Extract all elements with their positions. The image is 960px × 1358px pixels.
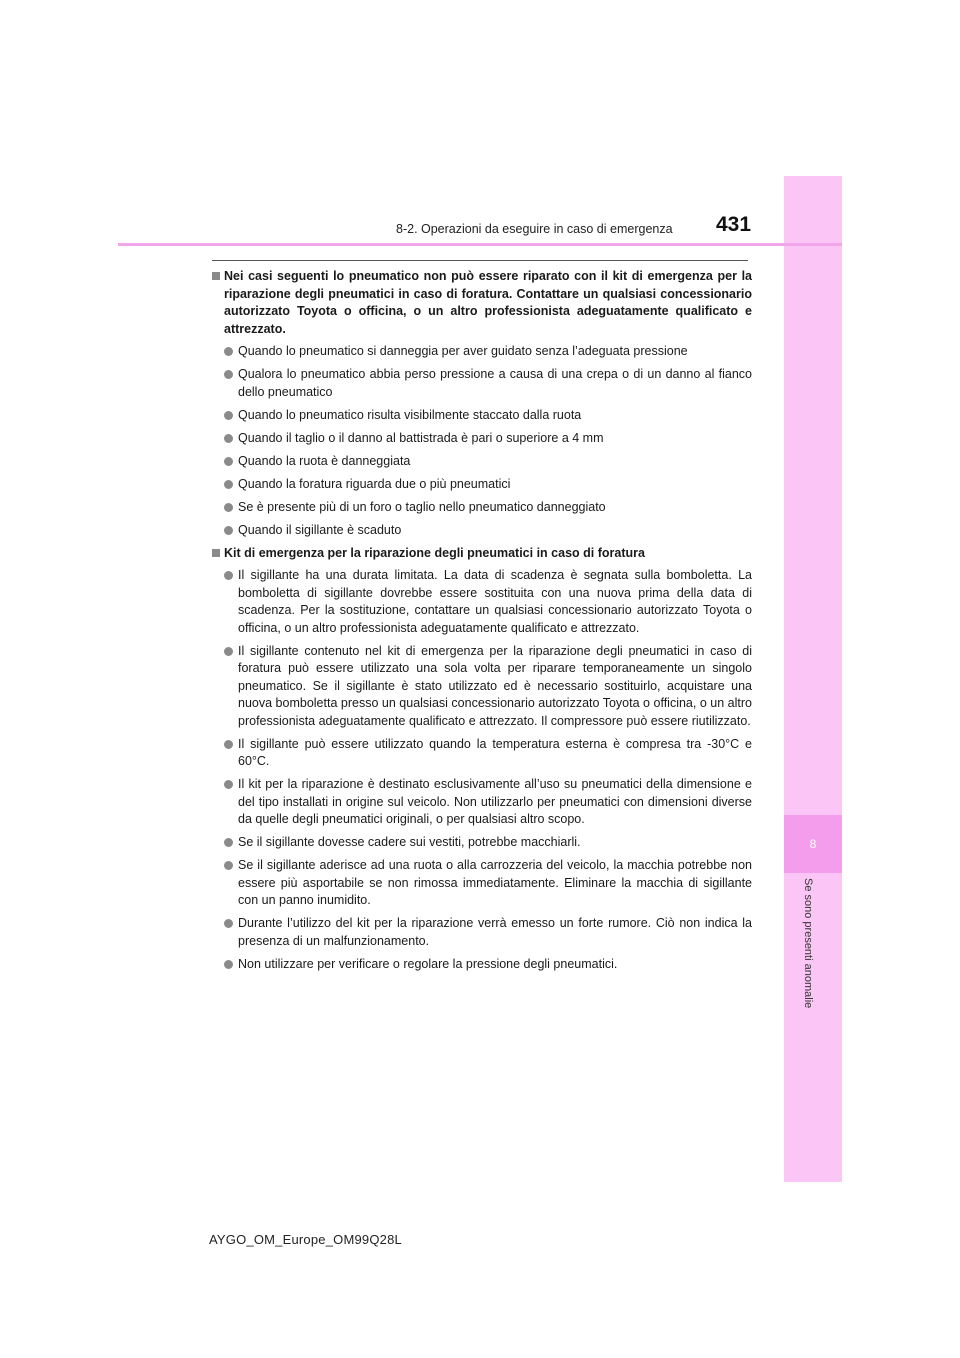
chapter-tab[interactable] <box>784 815 842 873</box>
list-item <box>212 522 752 540</box>
list-item-text: Qualora lo pneumatico abbia perso pressione a causa di una crepa o di un danno al fianco dello pneumatico <box>238 367 752 399</box>
square-bullet-icon <box>212 272 220 280</box>
list-item <box>212 407 752 425</box>
list-item-text: Quando lo pneumatico risulta visibilmente staccato dalla ruota <box>238 407 582 422</box>
document-code: AYGO_OM_Europe_OM99Q28L <box>209 1232 402 1247</box>
circle-bullet-icon <box>224 780 233 789</box>
list-item <box>212 453 752 471</box>
list-item <box>212 343 752 361</box>
chapter-label: Se sono presenti anomalie <box>802 878 814 1009</box>
list-item-text: Il sigillante contenuto nel kit di emergenza per la riparazione degli pneumatici in caso di foratura può essere utilizzato una sola volta per riparare temporaneamente un singolo pneumatico. Se il sigillante è stato utilizzato ed è necessario sostituirlo, acquistare una nuova bomboletta presso un qualsiasi concessionario autorizzato Toyota o officina, o un altro professionista adeguatamente qualificato e attrezzato. Il compressore può essere riutilizzato. <box>238 643 752 728</box>
list-item-text: Quando la foratura riguarda due o più pneumatici <box>238 476 511 491</box>
list-item-text: Quando la ruota è danneggiata <box>238 453 411 468</box>
list-item <box>212 834 752 852</box>
circle-bullet-icon <box>224 370 233 379</box>
header-rule <box>118 243 842 246</box>
list-item-text: Durante l’utilizzo del kit per la riparazione verrà emesso un forte rumore. Ciò non indica la presenza di un malfunzionamento. <box>238 916 752 948</box>
circle-bullet-icon <box>224 647 233 656</box>
chapter-number: 8 <box>809 837 817 851</box>
circle-bullet-icon <box>224 347 233 356</box>
section-heading <box>212 268 752 338</box>
list-item-text: Quando lo pneumatico si danneggia per aver guidato senza l’adeguata pressione <box>238 344 688 358</box>
section-heading-text: Kit di emergenza per la riparazione degli pneumatici in caso di foratura <box>224 545 645 560</box>
circle-bullet-icon <box>224 571 233 580</box>
list-item-text: Il kit per la riparazione è destinato esclusivamente all’uso su pneumatici della dimensione e del tipo installati in origine sul veicolo. Non utilizzarlo per pneumatici con dimensioni diverse da quelle degli pneumatici originali, o per qualsiasi altro scopo. <box>238 777 752 826</box>
section-heading-text: Nei casi seguenti lo pneumatico non può essere riparato con il kit di emergenza per la riparazione degli pneumatici in caso di foratura. Contattare un qualsiasi concessionario autorizzato Toyota o officina, o un altro professionista adeguatamente qualificato e attrezzato. <box>224 269 752 336</box>
section-heading <box>212 545 752 563</box>
list-item <box>212 643 752 731</box>
list-item-text: Non utilizzare per verificare o regolare la pressione degli pneumatici. <box>238 956 618 971</box>
circle-bullet-icon <box>224 526 233 535</box>
list-item <box>212 366 752 401</box>
circle-bullet-icon <box>224 740 233 749</box>
list-item <box>212 430 752 448</box>
list-item <box>212 956 752 974</box>
list-item-text: Il sigillante può essere utilizzato quando la temperatura esterna è compresa tra -30°C e 60°C. <box>238 736 752 768</box>
chapter-label-wrap <box>800 878 814 1038</box>
list-item <box>212 857 752 910</box>
circle-bullet-icon <box>224 919 233 928</box>
list-item-text: Quando il taglio o il danno al battistrada è pari o superiore a 4 mm <box>238 430 604 445</box>
section-title: 8-2. Operazioni da eseguire in caso di emergenza <box>396 222 673 236</box>
list-item <box>212 736 752 771</box>
list-item <box>212 499 752 517</box>
list-item-text: Quando il sigillante è scaduto <box>238 522 402 537</box>
circle-bullet-icon <box>224 434 233 443</box>
page-content <box>212 268 752 979</box>
circle-bullet-icon <box>224 861 233 870</box>
circle-bullet-icon <box>224 503 233 512</box>
page-number: 431 <box>716 213 752 236</box>
list-item <box>212 915 752 950</box>
list-item <box>212 476 752 494</box>
list-item <box>212 776 752 829</box>
list-item <box>212 567 752 637</box>
list-item-text: Il sigillante ha una durata limitata. La data di scadenza è segnata sulla bomboletta. La bomboletta di sigillante dovrebbe essere sostituita con una nuova prima della data di scadenza. Per la sostituzione, contattare un qualsiasi concessionario autorizzato Toyota o officina, o un altro professionista adeguatamente qualificato e attrezzato. <box>238 568 752 635</box>
list-item-text: Se è presente più di un foro o taglio nello pneumatico danneggiato <box>238 499 606 514</box>
circle-bullet-icon <box>224 457 233 466</box>
square-bullet-icon <box>212 549 220 557</box>
circle-bullet-icon <box>224 411 233 420</box>
list-item-text: Se il sigillante dovesse cadere sui vestiti, potrebbe macchiarli. <box>238 835 581 849</box>
content-divider <box>212 260 748 261</box>
circle-bullet-icon <box>224 838 233 847</box>
circle-bullet-icon <box>224 480 233 489</box>
list-item-text: Se il sigillante aderisce ad una ruota o alla carrozzeria del veicolo, la macchia potrebbe non essere più asportabile se non rimossa immediatamente. Eliminare la macchia di sigillante con un panno inumidito. <box>238 858 752 907</box>
circle-bullet-icon <box>224 960 233 969</box>
